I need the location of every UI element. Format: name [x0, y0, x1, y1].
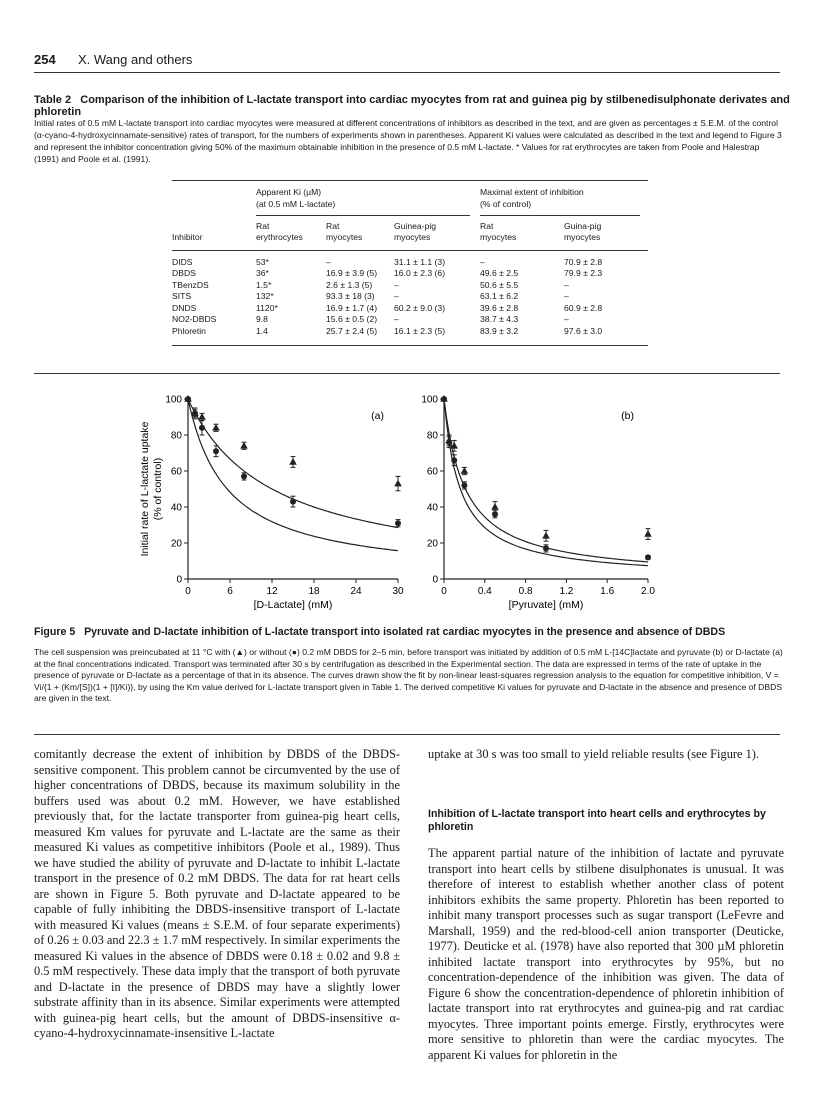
body-left-column	[34, 747, 400, 1042]
y-tick-label: 60	[426, 466, 438, 478]
column-header-0-line2: Inhibitor	[172, 232, 256, 250]
table-cell: 93.3 ± 18 (3)	[326, 291, 375, 301]
table-cell: 60.9 ± 2.8	[564, 302, 603, 313]
table-cell: 25.7 ± 2.4 (5)	[326, 326, 394, 346]
table-row	[172, 268, 648, 280]
table-row	[172, 326, 648, 346]
table-bottom-rule	[34, 373, 780, 374]
table-group-subheader-row	[172, 199, 648, 216]
table-group-header-row	[172, 181, 648, 199]
table-cell: TBenzDS	[172, 279, 209, 290]
y-tick-label: 20	[170, 538, 182, 550]
body-paragraph-left: comitantly decrease the extent of inhibition by DBDS of the DBDS-sensitive component. This problem cannot be circumvented by the use of higher concentrations of DBDS, because its maximum solubility in the buffers used was about 0.2 mM. However, we have established previously that, for the lactate transporter from guinea-pig heart cells, measured Km values for pyruvate and L-lactate are the same as their measured Ki values as competitive inhibitors (Poole et al., 1989). Thus we have studied the ability of pyruvate and D-lactate to inhibit L-lactate transport in the presence of 0.2 mM DBDS. The data for rat heart cells are shown in Figure 5. Both pyruvate and D-lactate appeared to be capable of fully inhibiting the DBDS-insensitive transport of L-lactate with measured Ki values (means ± S.E.M. of four separate experiments) of 0.26 ± 0.03 and 22.3 ± 1.7 mM respectively. In similar experiments the measured Ki values in the absence of DBDS were 0.18 ± 0.02 and 9.8 ± 0.5 mM respectively. These data imply that the transport of both pyruvate and D-lactate in the presence of DBDS may have a slightly lower substrate affinity than in its absence. Similar experiments were attempted with guinea-pig heart cells, but the amount of DBDS-insensitive α-cyano-4-hydroxycinnamate-insensitive L-lactate	[34, 747, 400, 1040]
table-cell: 1.4	[256, 326, 326, 346]
table-cell: 83.9 ± 3.2	[480, 326, 564, 346]
figure-note: The cell suspension was preincubated at 11 °C with (▲) or without (●) 0.2 mM DBDS for 2–5 min, before transport was initiated by addition of 0.5 mM L-[14C]lactate and pyruvate (b) or D-lactate (a) at the final concentrations indicated. Transport was terminated after 30 s by centrifugation as described in the Experimental section. The data are expressed in terms of the rate of uptake in the presence of pyruvate or D-lactate as a percentage of that in its absence. The curves drawn show the fit by non-linear least-squares regression analysis to the equation for competitive inhibition, V = Vi/{1 + (Km/[S])(1 + [I]/Ki)}, by using the Km value derived for L-lactate transport given in Table 1. The derived competitive Ki values for pyruvate and D-lactate in the absence and presence of DBDS are given in the text.	[34, 647, 783, 704]
x-tick-label: 1.2	[559, 586, 574, 597]
group-subheader-maximal: (% of control)	[480, 199, 648, 216]
table-cell: 1120*	[256, 302, 278, 313]
table-row	[172, 291, 648, 303]
data-table	[172, 180, 648, 346]
table-cell: 38.7 ± 4.3	[480, 314, 519, 324]
data-point-triangle	[394, 480, 402, 487]
fit-curve-1	[188, 399, 398, 551]
y-tick-label: 100	[165, 394, 182, 406]
data-point-triangle	[461, 467, 469, 474]
table-cell: 9.8	[256, 314, 268, 324]
data-point-circle	[213, 448, 219, 454]
table-row	[172, 250, 648, 268]
y-tick-label: 80	[170, 430, 182, 442]
table-cell: –	[394, 291, 399, 301]
table-cell: 1.5*	[256, 279, 272, 290]
data-point-circle	[543, 545, 549, 551]
column-header-5-line1: Guina-pig	[564, 220, 602, 231]
table-cell: DNDS	[172, 302, 197, 313]
table-cell: 49.6 ± 2.5	[480, 268, 519, 278]
data-point-circle	[451, 457, 457, 463]
page-number: 254	[34, 52, 56, 67]
column-header-4-line1: Rat	[480, 220, 494, 231]
table-cell: 63.1 ± 6.2	[480, 291, 519, 301]
x-axis-label: [D-Lactate] (mM)	[253, 599, 333, 611]
column-header-0-line1	[172, 216, 256, 233]
y-tick-label: 0	[432, 574, 438, 586]
data-point-triangle	[644, 530, 652, 537]
body-right-column	[428, 846, 784, 1063]
table-row	[172, 314, 648, 326]
y-tick-label: 20	[426, 538, 438, 550]
table-cell: 79.9 ± 2.3	[564, 268, 603, 278]
data-point-circle	[446, 439, 452, 445]
data-point-circle	[290, 499, 296, 505]
table-row	[172, 303, 648, 315]
page-header	[34, 50, 780, 73]
table-cell: –	[326, 256, 331, 267]
column-header-1-line2: erythrocytes	[256, 232, 326, 250]
x-tick-label: 18	[308, 586, 320, 597]
data-point-circle	[645, 554, 651, 560]
column-header-4-line2: myocytes	[480, 232, 564, 250]
data-point-triangle	[212, 424, 220, 431]
data-point-circle	[192, 410, 198, 416]
table-cell: SITS	[172, 291, 192, 301]
table-row	[172, 280, 648, 292]
chart-panel-1	[421, 395, 655, 612]
panel-label: (b)	[621, 410, 634, 422]
table-cell: –	[564, 279, 569, 290]
group-header-ki: Apparent Ki (µM)	[256, 181, 480, 199]
data-point-triangle	[198, 413, 206, 420]
figure-caption	[34, 626, 804, 638]
data-point-circle	[461, 482, 467, 488]
table-note: Initial rates of 0.5 mM L-lactate transport into cardiac myocytes were measured at different concentrations of inhibitors as described in the text, and are given as percentages ± S.E.M. of the control (α-cyano-4-hydroxycinnamate-sensitive) rates of transport, for the numbers of experiments shown in parentheses. Apparent Ki values were calculated as described in the text and legend to Figure 3 and represent the inhibitor concentration giving 50% of the maximum obtainable inhibition in the presence of 0.5 mM L-lactate. * Values for rat erythrocytes are taken from Poole and Halestrap (1991) and Poole et al. (1991).	[34, 118, 782, 164]
data-point-circle	[199, 425, 205, 431]
figure-label: Figure 5	[34, 626, 76, 638]
table-cell: Phloretin	[172, 326, 256, 346]
table-header-row-2	[172, 232, 648, 250]
table-header-row-1	[172, 216, 648, 233]
x-tick-label: 2.0	[641, 586, 655, 597]
running-head: X. Wang and others	[78, 52, 193, 67]
group-subheader-ki: (at 0.5 mM L-lactate)	[256, 199, 480, 216]
body-right-column-top	[428, 747, 784, 763]
column-header-2-line1: Rat	[326, 220, 340, 231]
table-cell: –	[480, 256, 485, 267]
table-cell: 16.9 ± 3.9 (5)	[326, 268, 378, 278]
data-point-circle	[241, 473, 247, 479]
body-paragraph-right-top: uptake at 30 s was too small to yield reliable results (see Figure 1).	[428, 747, 760, 761]
table-cell: 97.6 ± 3.0	[564, 326, 648, 346]
table-title: Comparison of the inhibition of L-lactate transport into cardiac myocytes from rat and guinea pig by stilbenedisulphonate derivates and phloretin	[34, 94, 790, 118]
table-cell: 16.9 ± 1.7 (4)	[326, 302, 378, 313]
table-caption	[34, 94, 804, 118]
data-point-circle	[441, 396, 447, 402]
y-tick-label: 80	[426, 430, 438, 442]
x-tick-label: 0	[185, 586, 191, 597]
y-axis-label: Initial rate of L-lactate uptake	[139, 421, 151, 557]
y-tick-label: 40	[170, 502, 182, 514]
x-tick-label: 0.4	[477, 586, 492, 597]
figure-title: Pyruvate and D-lactate inhibition of L-lactate transport into isolated rat cardiac myocytes in the presence and absence of DBDS	[84, 626, 726, 638]
y-tick-label: 0	[176, 574, 182, 586]
table-cell: DBDS	[172, 268, 196, 278]
table-cell: DIDS	[172, 256, 193, 267]
table-cell: 53*	[256, 256, 269, 267]
data-point-circle	[185, 396, 191, 402]
column-header-3-line1: Guinea-pig	[394, 220, 437, 231]
table-cell: 70.9 ± 2.8	[564, 256, 603, 267]
x-tick-label: 24	[350, 586, 362, 597]
x-axis-label: [Pyruvate] (mM)	[508, 599, 584, 611]
table-cell: 50.6 ± 5.5	[480, 279, 519, 290]
table-cell: –	[394, 279, 399, 290]
data-point-circle	[492, 511, 498, 517]
data-point-triangle	[289, 458, 297, 465]
x-tick-label: 0	[441, 586, 447, 597]
y-tick-label: 40	[426, 502, 438, 514]
figure-bottom-rule	[34, 734, 780, 735]
x-tick-label: 0.8	[518, 586, 533, 597]
column-header-3-line2: myocytes	[394, 232, 480, 250]
table-label: Table 2	[34, 94, 72, 106]
body-paragraph-right: The apparent partial nature of the inhibition of lactate and pyruvate transport into heart cells by stilbene disulphonates is unusual. It was therefore of interest to establish whether another class of potent inhibitors exhibits the same property. Phloretin has been reported to inhibit many transport processes such as sugar transport (LeFevre and Marshall, 1959) and the red-blood-cell anion transporter (Deuticke, 1977). Deuticke et al. (1978) have also reported that 300 µM phloretin inhibited lactate transport into erythrocytes by 95%, but no concentration-dependence of the inhibition was given. The data of Figure 6 show the concentration-dependence of phloretin inhibition of lactate transport into rat erythrocytes and guinea-pig and rat cardiac myocytes. Three important points emerge. Firstly, erythrocytes were more sensitive to phloretin than were the cardiac myocytes. The apparent Ki values for phloretin in the	[428, 846, 784, 1062]
figure-5-chart	[130, 385, 690, 615]
column-header-2-line2: myocytes	[326, 232, 394, 250]
panel-label: (a)	[371, 410, 384, 422]
section-heading: Inhibition of L-lactate transport into heart cells and erythrocytes by phloretin	[428, 808, 766, 833]
table-cell: –	[564, 291, 569, 301]
table-cell: 31.1 ± 1.1 (3)	[394, 256, 446, 267]
data-point-circle	[395, 520, 401, 526]
table-cell: 39.6 ± 2.8	[480, 302, 519, 313]
table-cell: 132*	[256, 291, 274, 301]
x-tick-label: 12	[266, 586, 278, 597]
table-cell: 16.1 ± 2.3 (5)	[394, 326, 480, 346]
x-tick-label: 30	[392, 586, 404, 597]
y-axis-label-unit: (% of control)	[152, 457, 164, 521]
table-cell: NO2-DBDS	[172, 314, 217, 324]
data-point-triangle	[240, 442, 248, 449]
column-header-1-line1: Rat	[256, 220, 270, 231]
chart-panel-0	[139, 395, 404, 612]
data-point-triangle	[491, 503, 499, 510]
table-cell: 60.2 ± 9.0 (3)	[394, 302, 446, 313]
table-cell: –	[394, 314, 399, 324]
table-cell: 16.0 ± 2.3 (6)	[394, 268, 446, 278]
x-tick-label: 1.6	[600, 586, 615, 597]
data-point-triangle	[542, 532, 550, 539]
table-cell: 2.6 ± 1.3 (5)	[326, 279, 373, 290]
table-cell: 36*	[256, 268, 269, 278]
x-tick-label: 6	[227, 586, 233, 597]
y-tick-label: 60	[170, 466, 182, 478]
table-cell: –	[564, 314, 569, 324]
column-header-5-line2: myocytes	[564, 232, 648, 250]
table-cell: 15.6 ± 0.5 (2)	[326, 314, 378, 324]
group-header-maximal: Maximal extent of inhibition	[480, 181, 648, 199]
y-tick-label: 100	[421, 394, 438, 406]
